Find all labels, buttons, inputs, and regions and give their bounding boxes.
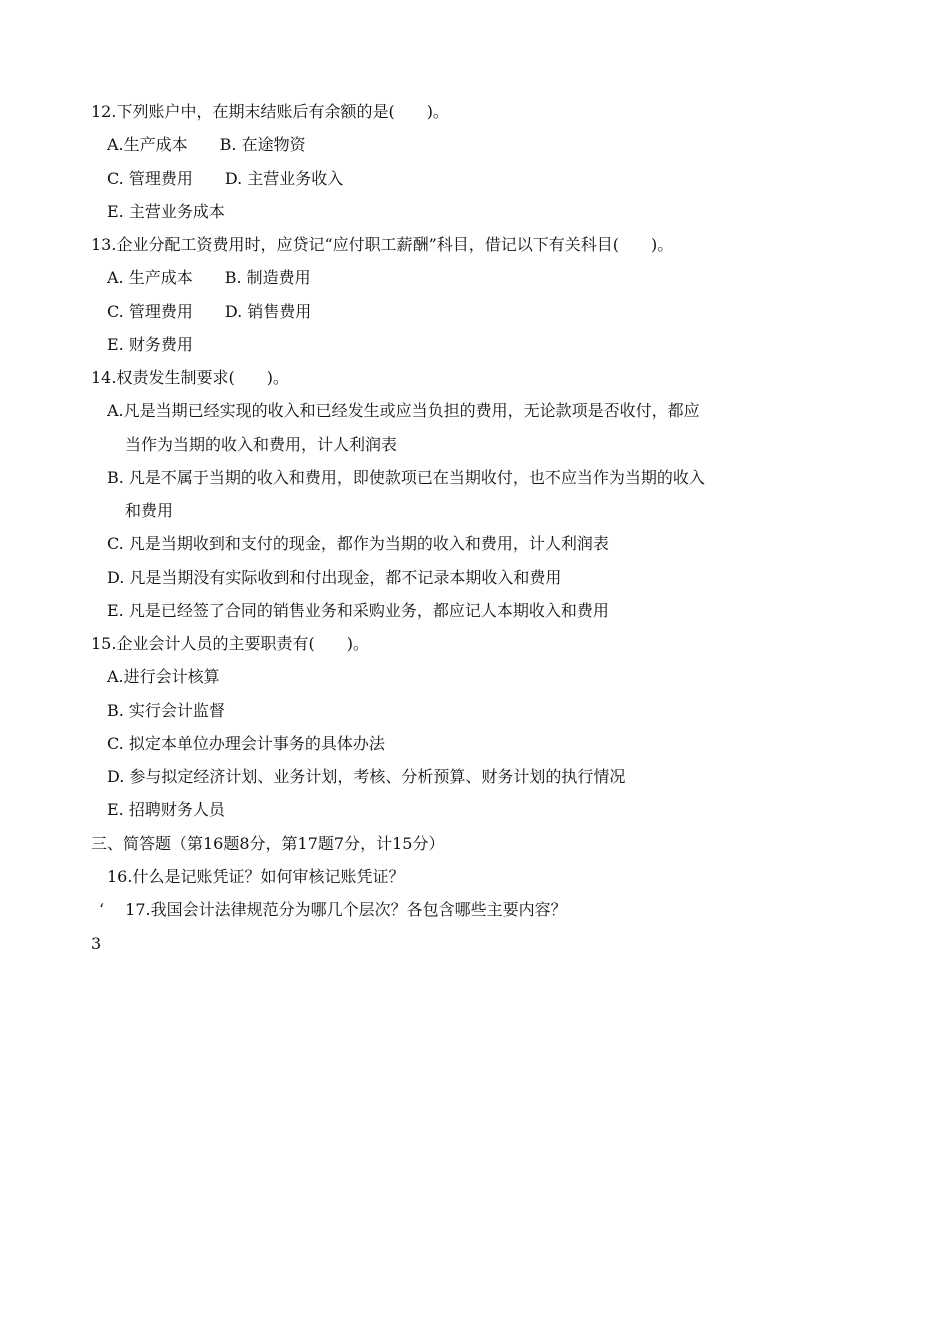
q13-option-e: E. 财务费用 (107, 335, 193, 354)
question-15: 15.企业会计人员的主要职责有( )。 (91, 634, 369, 653)
q14-option-b-cont: 和费用 (125, 501, 174, 520)
question-16: 16.什么是记账凭证？如何审核记账凭证？ (107, 867, 405, 886)
q12-options-cd: C. 管理费用 D. 主营业务收入 (107, 169, 344, 188)
question-14: 14.权责发生制要求( )。 (91, 368, 289, 387)
q13-options-ab: A. 生产成本 B. 制造费用 (107, 268, 311, 287)
q12-options-ab: A.生产成本 B. 在途物资 (107, 135, 306, 154)
q14-option-a: A.凡是当期已经实现的收入和已经发生或应当负担的费用，无论款项是否收付，都应 (107, 401, 700, 420)
q14-option-d: D. 凡是当期没有实际收到和付出现金，都不记录本期收入和费用 (107, 568, 562, 587)
q12-option-e: E. 主营业务成本 (107, 202, 225, 221)
section-heading-short-answer: 三、简答题（第16题8分，第17题7分，计15分） (91, 834, 445, 853)
q15-option-c: C. 拟定本单位办理会计事务的具体办法 (107, 734, 385, 753)
question-12: 12.下列账户中，在期末结账后有余额的是( )。 (91, 102, 449, 121)
q15-option-d: D. 参与拟定经济计划、业务计划，考核、分析预算、财务计划的执行情况 (107, 767, 626, 786)
question-13: 13.企业分配工资费用时，应贷记“应付职工薪酬”科目，借记以下有关科目( )。 (91, 235, 674, 254)
q15-option-e: E. 招聘财务人员 (107, 800, 225, 819)
q15-option-a: A.进行会计核算 (107, 667, 220, 686)
q14-option-a-cont: 当作为当期的收入和费用，计人利润表 (125, 435, 398, 454)
q14-option-c: C. 凡是当期收到和支付的现金，都作为当期的收入和费用，计人利润表 (107, 534, 609, 553)
question-17: ‘ 17.我国会计法律规范分为哪几个层次？各包含哪些主要内容？ (99, 900, 567, 919)
q15-option-b: B. 实行会计监督 (107, 701, 225, 720)
q14-option-b: B. 凡是不属于当期的收入和费用，即使款项已在当期收付，也不应当作为当期的收入 (107, 468, 705, 487)
q14-option-e: E. 凡是已经签了合同的销售业务和采购业务，都应记人本期收入和费用 (107, 601, 609, 620)
q13-options-cd: C. 管理费用 D. 销售费用 (107, 302, 312, 321)
page-number: 3 (91, 934, 102, 953)
